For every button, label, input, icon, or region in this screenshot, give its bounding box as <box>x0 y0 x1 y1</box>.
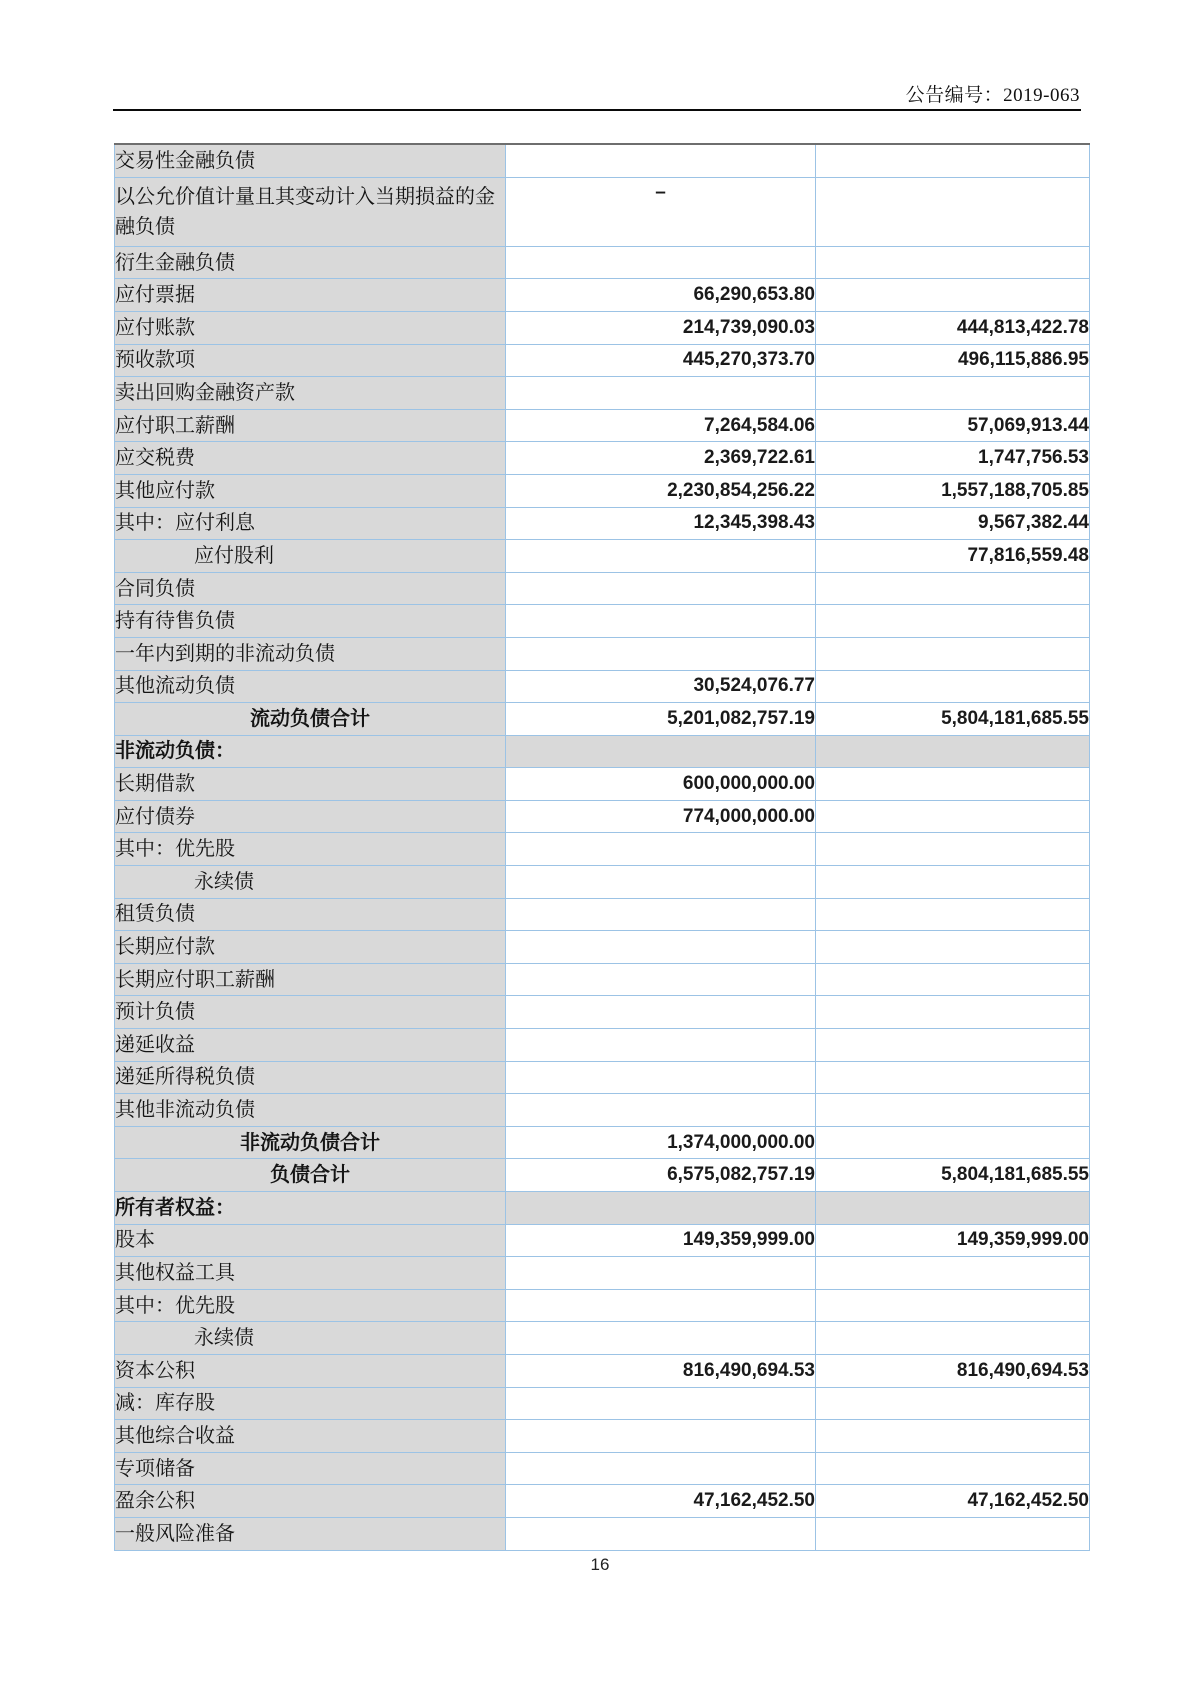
row-label: 一年内到期的非流动负债 <box>115 637 506 670</box>
table-row <box>115 931 1090 964</box>
prior-period-value <box>816 1289 1090 1322</box>
prior-period-value <box>816 1029 1090 1062</box>
prior-period-value <box>816 833 1090 866</box>
table-row <box>115 1354 1090 1387</box>
prior-period-value <box>816 898 1090 931</box>
table-row <box>115 605 1090 638</box>
row-label: 减：库存股 <box>115 1387 506 1420</box>
current-period-value <box>506 1061 816 1094</box>
current-period-value <box>506 1257 816 1290</box>
current-period-value <box>506 1289 816 1322</box>
current-period-value <box>506 637 816 670</box>
prior-period-value <box>816 1452 1090 1485</box>
table-row <box>115 1517 1090 1550</box>
current-period-value: 7,264,584.06 <box>506 409 816 442</box>
prior-period-value <box>816 1061 1090 1094</box>
table-row <box>115 1061 1090 1094</box>
prior-period-value <box>816 1094 1090 1127</box>
prior-period-value <box>816 572 1090 605</box>
row-label: 租赁负债 <box>115 898 506 931</box>
prior-period-value <box>816 800 1090 833</box>
prior-period-value <box>816 931 1090 964</box>
table-row <box>115 177 1090 246</box>
row-label: 以公允价值计量且其变动计入当期损益的金融负债 <box>115 177 506 246</box>
table-row <box>115 344 1090 377</box>
table-row <box>115 800 1090 833</box>
table-row <box>115 540 1090 573</box>
balance-sheet-table <box>114 143 1090 1551</box>
current-period-value <box>506 735 816 768</box>
row-label: 其他综合收益 <box>115 1420 506 1453</box>
current-period-value <box>506 931 816 964</box>
table-row <box>115 963 1090 996</box>
row-label: 非流动负债合计 <box>115 1126 506 1159</box>
table-row <box>115 768 1090 801</box>
table-row <box>115 637 1090 670</box>
table-row <box>115 246 1090 279</box>
table-row <box>115 1224 1090 1257</box>
table-row <box>115 1192 1090 1225</box>
row-label: 流动负债合计 <box>115 703 506 736</box>
header-rule <box>113 109 1081 111</box>
table-row <box>115 1257 1090 1290</box>
row-label: 应交税费 <box>115 442 506 475</box>
prior-period-value <box>816 963 1090 996</box>
current-period-value <box>506 1094 816 1127</box>
table-row <box>115 311 1090 344</box>
current-period-value <box>506 1452 816 1485</box>
current-period-value <box>506 996 816 1029</box>
table-row <box>115 898 1090 931</box>
prior-period-value <box>816 605 1090 638</box>
table-row <box>115 1322 1090 1355</box>
table-row <box>115 1159 1090 1192</box>
prior-period-value <box>816 1387 1090 1420</box>
prior-period-value <box>816 735 1090 768</box>
row-label: 长期应付款 <box>115 931 506 964</box>
row-label: 其中：优先股 <box>115 1289 506 1322</box>
prior-period-value: 57,069,913.44 <box>816 409 1090 442</box>
current-period-value: 774,000,000.00 <box>506 800 816 833</box>
row-label: 所有者权益： <box>115 1192 506 1225</box>
table-row <box>115 735 1090 768</box>
prior-period-value <box>816 670 1090 703</box>
table-row <box>115 1452 1090 1485</box>
table-row <box>115 409 1090 442</box>
prior-period-value: 5,804,181,685.55 <box>816 1159 1090 1192</box>
row-label: 其中：优先股 <box>115 833 506 866</box>
row-label: 其他应付款 <box>115 474 506 507</box>
prior-period-value <box>816 996 1090 1029</box>
current-period-value <box>506 246 816 279</box>
row-label: 盈余公积 <box>115 1485 506 1518</box>
row-label: 预计负债 <box>115 996 506 1029</box>
table-row <box>115 507 1090 540</box>
current-period-value <box>506 833 816 866</box>
current-period-value: 66,290,653.80 <box>506 279 816 312</box>
prior-period-value <box>816 177 1090 246</box>
prior-period-value: 444,813,422.78 <box>816 311 1090 344</box>
current-period-value <box>506 898 816 931</box>
row-label: 股本 <box>115 1224 506 1257</box>
row-label: 永续债 <box>115 866 506 899</box>
row-label: 负债合计 <box>115 1159 506 1192</box>
row-label: 合同负债 <box>115 572 506 605</box>
current-period-value <box>506 1420 816 1453</box>
row-label: 其中：应付利息 <box>115 507 506 540</box>
row-label: 其他非流动负债 <box>115 1094 506 1127</box>
row-label: 预收款项 <box>115 344 506 377</box>
table-row <box>115 1420 1090 1453</box>
prior-period-value: 149,359,999.00 <box>816 1224 1090 1257</box>
page-number: 16 <box>590 1555 610 1574</box>
table-row <box>115 1029 1090 1062</box>
current-period-value <box>506 540 816 573</box>
prior-period-value <box>816 246 1090 279</box>
row-label: 资本公积 <box>115 1354 506 1387</box>
current-period-value <box>506 866 816 899</box>
prior-period-value <box>816 279 1090 312</box>
prior-period-value <box>816 1322 1090 1355</box>
row-label: 持有待售负债 <box>115 605 506 638</box>
prior-period-value: 9,567,382.44 <box>816 507 1090 540</box>
row-label: 衍生金融负债 <box>115 246 506 279</box>
table-row <box>115 572 1090 605</box>
current-period-value <box>506 1192 816 1225</box>
prior-period-value <box>816 1517 1090 1550</box>
prior-period-value <box>816 144 1090 177</box>
current-period-value: 214,739,090.03 <box>506 311 816 344</box>
current-period-value <box>506 1029 816 1062</box>
prior-period-value <box>816 1257 1090 1290</box>
row-label: 专项储备 <box>115 1452 506 1485</box>
row-label: 卖出回购金融资产款 <box>115 377 506 410</box>
prior-period-value <box>816 637 1090 670</box>
row-label: 递延收益 <box>115 1029 506 1062</box>
table-row <box>115 1387 1090 1420</box>
table-row <box>115 144 1090 177</box>
row-label: 长期借款 <box>115 768 506 801</box>
current-period-value: 1,374,000,000.00 <box>506 1126 816 1159</box>
current-period-value: 2,369,722.61 <box>506 442 816 475</box>
current-period-value <box>506 605 816 638</box>
current-period-value <box>506 1387 816 1420</box>
table-row <box>115 1126 1090 1159</box>
prior-period-value: 1,747,756.53 <box>816 442 1090 475</box>
prior-period-value <box>816 1420 1090 1453</box>
prior-period-value: 1,557,188,705.85 <box>816 474 1090 507</box>
row-label: 永续债 <box>115 1322 506 1355</box>
current-period-value: – <box>506 177 816 246</box>
row-label: 交易性金融负债 <box>115 144 506 177</box>
row-label: 应付债券 <box>115 800 506 833</box>
current-period-value <box>506 1517 816 1550</box>
row-label: 其他流动负债 <box>115 670 506 703</box>
table-row <box>115 279 1090 312</box>
prior-period-value: 47,162,452.50 <box>816 1485 1090 1518</box>
table-row <box>115 833 1090 866</box>
row-label: 长期应付职工薪酬 <box>115 963 506 996</box>
prior-period-value: 496,115,886.95 <box>816 344 1090 377</box>
table-row <box>115 442 1090 475</box>
current-period-value: 30,524,076.77 <box>506 670 816 703</box>
table-row <box>115 1289 1090 1322</box>
current-period-value: 149,359,999.00 <box>506 1224 816 1257</box>
prior-period-value <box>816 377 1090 410</box>
row-label: 非流动负债： <box>115 735 506 768</box>
current-period-value: 12,345,398.43 <box>506 507 816 540</box>
table-row <box>115 670 1090 703</box>
row-label: 应付账款 <box>115 311 506 344</box>
announcement-number: 公告编号：2019-063 <box>905 85 1080 106</box>
table-row <box>115 377 1090 410</box>
table-row <box>115 1485 1090 1518</box>
table-row <box>115 996 1090 1029</box>
row-label: 递延所得税负债 <box>115 1061 506 1094</box>
table-row <box>115 866 1090 899</box>
prior-period-value: 816,490,694.53 <box>816 1354 1090 1387</box>
current-period-value <box>506 377 816 410</box>
current-period-value <box>506 1322 816 1355</box>
current-period-value: 47,162,452.50 <box>506 1485 816 1518</box>
row-label: 应付票据 <box>115 279 506 312</box>
current-period-value: 445,270,373.70 <box>506 344 816 377</box>
current-period-value: 816,490,694.53 <box>506 1354 816 1387</box>
current-period-value: 2,230,854,256.22 <box>506 474 816 507</box>
row-label: 其他权益工具 <box>115 1257 506 1290</box>
prior-period-value <box>816 1192 1090 1225</box>
current-period-value: 5,201,082,757.19 <box>506 703 816 736</box>
current-period-value <box>506 572 816 605</box>
table-row <box>115 1094 1090 1127</box>
prior-period-value: 77,816,559.48 <box>816 540 1090 573</box>
row-label: 应付职工薪酬 <box>115 409 506 442</box>
current-period-value: 600,000,000.00 <box>506 768 816 801</box>
prior-period-value <box>816 768 1090 801</box>
prior-period-value: 5,804,181,685.55 <box>816 703 1090 736</box>
row-label: 一般风险准备 <box>115 1517 506 1550</box>
table-row <box>115 474 1090 507</box>
row-label: 应付股利 <box>115 540 506 573</box>
prior-period-value <box>816 1126 1090 1159</box>
table-row <box>115 703 1090 736</box>
current-period-value <box>506 144 816 177</box>
current-period-value <box>506 963 816 996</box>
current-period-value: 6,575,082,757.19 <box>506 1159 816 1192</box>
balance-sheet-body <box>115 144 1090 1550</box>
prior-period-value <box>816 866 1090 899</box>
